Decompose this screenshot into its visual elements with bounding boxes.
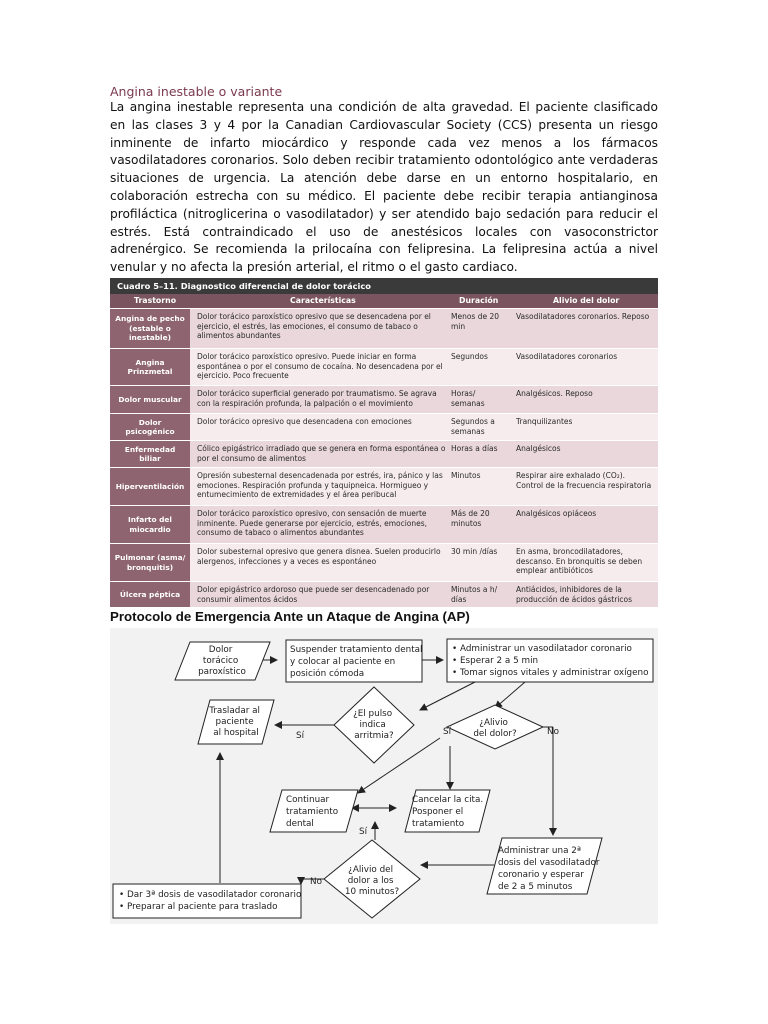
row-relief: Tranquilizantes xyxy=(516,417,573,426)
relief-10-text: ¿Alivio del dolor a los 10 minutos? xyxy=(344,865,400,897)
row-duration: Minutos a h/ días xyxy=(451,585,498,604)
table-row xyxy=(110,581,658,607)
row-relief: Vasodilatadores coronarios xyxy=(516,352,618,361)
start-text: Dolor torácico paroxístico xyxy=(198,645,246,677)
row-duration: Minutos xyxy=(451,471,481,480)
arrow-steps-to-pulse xyxy=(420,682,475,710)
row-characteristics: Dolor subesternal opresivo que genera disnea. Suelen producirlo alergenos, infecciones y a veces es espontáneo xyxy=(197,547,441,566)
row-duration: Menos de 20 min xyxy=(451,312,500,331)
row-duration: Horas a días xyxy=(451,444,498,453)
row-condition: Úlcera péptica xyxy=(110,582,190,607)
table-row xyxy=(110,467,658,505)
row-condition: Enfermedad biliar xyxy=(110,441,190,467)
section-heading: Angina inestable o variante xyxy=(110,84,283,99)
row-relief: Analgésicos opiáceos xyxy=(516,509,597,518)
row-characteristics: Dolor torácico paroxístico opresivo, con sensación de muerte inminente. Puede generarse por ejercicio, estrés, emociones, consumo de tabaco o alimentos abundantes xyxy=(197,509,428,538)
no-label-relief10: No xyxy=(310,877,322,887)
row-relief: Respirar aire exhalado (CO₂). Control de la frecuencia respiratoria xyxy=(516,471,652,490)
header-alivio: Alivio del dolor xyxy=(553,296,620,305)
third-dose-text: • Dar 3ª dosis de vasodilatador coronario • Preparar al paciente para traslado xyxy=(119,890,302,912)
protocol-title: Protocolo de Emergencia Ante un Ataque de Angina (AP) xyxy=(110,609,470,624)
row-duration: 30 min /días xyxy=(451,547,498,556)
row-duration: Más de 20 minutos xyxy=(451,509,490,528)
table-row xyxy=(110,543,658,581)
arrow-steps-to-relief xyxy=(495,682,525,708)
suspend-text: Suspender tratamiento dental y colocar al paciente en posición cómoda xyxy=(290,645,423,679)
row-duration: Segundos xyxy=(451,352,488,361)
row-condition: Angina Prinzmetal xyxy=(110,349,190,385)
continue-text: Continuar tratamiento dental xyxy=(286,795,339,829)
no-label-relief: No xyxy=(547,727,559,737)
header-duracion: Duración xyxy=(459,296,499,305)
yes-label-relief10: Sí xyxy=(359,827,368,837)
table-row xyxy=(110,505,658,543)
row-characteristics: Dolor torácico opresivo que desencadena con emociones xyxy=(197,417,412,426)
row-characteristics: Dolor torácico paroxístico opresivo que se desencadena por el ejercicio, el estrés, las emociones, el consumo de tabaco o alimentos abundantes xyxy=(197,312,431,341)
header-caracteristicas: Características xyxy=(290,296,356,305)
table-title: Cuadro 5–11. Diagnostico diferencial de dolor torácico xyxy=(110,278,658,294)
row-condition: Dolor psicogénico xyxy=(110,414,190,440)
row-characteristics: Dolor torácico superficial generado por traumatismo. Se agrava con la respiración profunda, la palpación o el movimiento xyxy=(197,389,437,408)
yes-label-relief: Sí xyxy=(443,727,452,737)
row-characteristics: Cólico epigástrico irradiado que se genera en forma espontánea o por el consumo de alimentos xyxy=(197,444,446,463)
steps-text: • Administrar un vasodilatador coronario • Esperar 2 a 5 min • Tomar signos vitales y administrar oxígeno xyxy=(452,644,649,678)
relief-question-text: ¿Alivio del dolor? xyxy=(473,718,517,739)
table-row xyxy=(110,413,658,440)
cancel-text: Cancelar la cita. Posponer el tratamiento xyxy=(412,795,484,829)
row-condition: Dolor muscular xyxy=(110,386,190,413)
table-row xyxy=(110,308,658,348)
row-condition: Hiperventilación xyxy=(110,468,190,505)
table-row xyxy=(110,348,658,385)
body-paragraph: La angina inestable representa una condición de alta gravedad. El paciente clasificado en las clases 3 y 4 por la Canadian Cardiovascular Society (CCS) presenta un riesgo inminente de infarto miocárdico y responde cada vez menos a los fármacos vasodilatadores coronarios. Solo deben recibir tratamiento odontológico ante verdaderas situaciones de urgencia. La atención debe darse en un entorno hospitalario, en colaboración estrecha con su médico. El paciente debe recibir terapia antianginosa profiláctica (nitroglicerina o vasodilatador) y ser atendido bajo sedación para reducir el estrés. Está contraindicado el uso de anestésicos locales con vasoconstrictor adrenérgico. Se recomienda la prilocaína con felipresina. La felipresina actúa a nivel venular y no afecta la presión arterial, el ritmo o el gasto cardiaco. xyxy=(110,100,658,275)
row-condition: Pulmonar (asma/ bronquitis) xyxy=(110,544,190,581)
table-header-row xyxy=(110,294,658,308)
row-duration: Segundos a semanas xyxy=(451,417,495,436)
second-dose-text: Administrar una 2ª dosis del vasodilatador coronario y esperar de 2 a 5 minutos xyxy=(498,846,600,892)
row-relief: En asma, broncodilatadores, descanso. En bronquitis se deben emplear antibióticos xyxy=(516,547,643,576)
row-characteristics: Opresión subesternal desencadenada por estrés, ira, pánico y las emociones. Respiración profunda y taquipneica. Hormigueo y entumecimiento de extremidades y el área peribucal xyxy=(197,471,443,500)
row-characteristics: Dolor torácico paroxístico opresivo. Puede iniciar en forma espontánea o por el consumo de cocaína. No desencadena por el ejercicio. Poco frecuente xyxy=(197,352,443,381)
transfer-text: Trasladar al paciente al hospital xyxy=(209,706,260,738)
row-condition: Angina de pecho (estable o inestable) xyxy=(110,309,190,348)
row-condition: Infarto del miocardio xyxy=(110,506,190,543)
row-relief: Analgésicos. Reposo xyxy=(516,389,593,398)
row-duration: Horas/ semanas xyxy=(451,389,485,408)
table-row xyxy=(110,440,658,467)
row-relief: Antiácidos, inhibidores de la producción de ácidos gástricos xyxy=(516,585,633,604)
row-characteristics: Dolor epigástrico ardoroso que puede ser desencadenado por consumir alimentos ácidos xyxy=(197,585,430,604)
pulse-question-text: ¿El pulso indica arritmia? xyxy=(353,709,394,741)
yes-label-pulse: Sí xyxy=(296,731,305,741)
header-trastorno: Trastorno xyxy=(134,296,177,305)
row-relief: Vasodilatadores coronarios. Reposo xyxy=(516,312,650,321)
table-row xyxy=(110,385,658,413)
angina-emergency-flowchart xyxy=(110,628,658,924)
differential-diagnosis-table xyxy=(110,278,658,607)
row-relief: Analgésicos xyxy=(516,444,561,453)
